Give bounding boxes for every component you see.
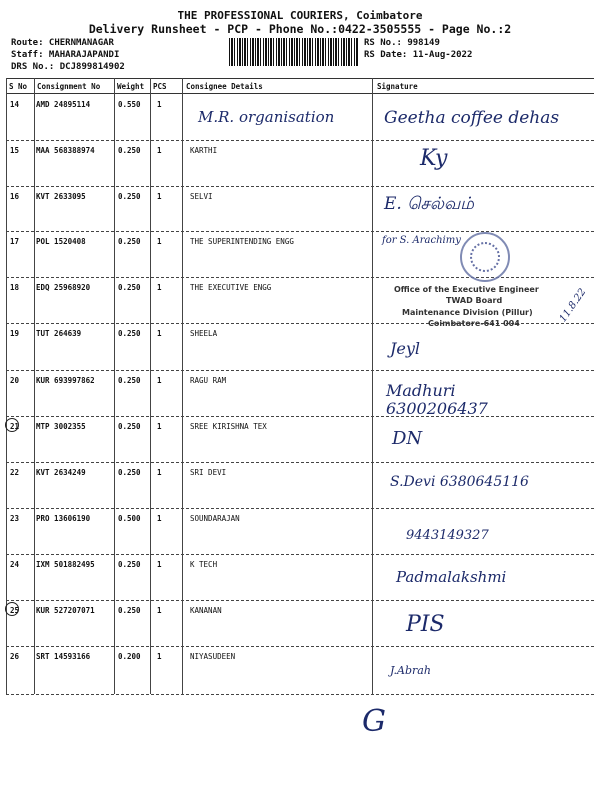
row-separator: [6, 140, 594, 141]
col-header-weight: Weight: [117, 82, 145, 91]
row-separator: [6, 600, 594, 601]
row-signature: Padmalakshmi: [396, 568, 507, 586]
row-separator: [6, 416, 594, 417]
stamp-line: Office of the Executive Engineer: [394, 285, 539, 294]
office-seal: [460, 232, 510, 282]
row-signature: Geetha coffee dehas: [384, 108, 560, 128]
row-sno: 19: [10, 329, 20, 338]
row-consignment: POL 1520408: [36, 237, 86, 246]
row-consignment: EDQ 25968920: [36, 283, 91, 292]
table-row: [6, 648, 594, 694]
row-consignment: KVT 2634249: [36, 468, 86, 477]
table-row: [6, 188, 594, 234]
row-consignment: MAA 568388974: [36, 146, 95, 155]
row-consignment: PRO 13606190: [36, 514, 91, 523]
table-bottom-rule: [6, 694, 594, 695]
table-row: [6, 142, 594, 188]
row-consignee: THE SUPERINTENDING ENGG: [190, 237, 294, 246]
row-signature: PIS: [406, 612, 445, 637]
table-row: [6, 510, 594, 556]
row-consignee: SRI DEVI: [190, 468, 227, 477]
table-header-rule: [6, 93, 594, 94]
handwritten-note: M.R. organisation: [198, 108, 335, 126]
row-consignment: KUR 693997862: [36, 376, 95, 385]
row-weight: 0.200: [118, 652, 141, 661]
table-row: [6, 464, 594, 510]
row-signature: 9443149327: [406, 528, 489, 543]
col-header-sno: S No: [9, 82, 28, 91]
row-weight: 0.250: [118, 237, 141, 246]
row-pcs: 1: [157, 329, 162, 338]
row-weight: 0.250: [118, 146, 141, 155]
row-consignee: SREE KIRISHNA TEX: [190, 422, 267, 431]
row-separator: [6, 554, 594, 555]
row-sno: 14: [10, 100, 20, 109]
row-pcs: 1: [157, 283, 162, 292]
row-consignee: SOUNDARAJAN: [190, 514, 240, 523]
row-sno: 22: [10, 468, 20, 477]
row-signature: Ky: [420, 146, 448, 171]
row-separator: [6, 508, 594, 509]
row-pcs: 1: [157, 422, 162, 431]
row-consignment: MTP 3002355: [36, 422, 86, 431]
table-row: [6, 372, 594, 418]
row-sno: 26: [10, 652, 20, 661]
row-sno: 21: [10, 422, 20, 431]
row-consignment: AMD 24895114: [36, 100, 91, 109]
row-weight: 0.250: [118, 376, 141, 385]
row-consignment: KUR 527207071: [36, 606, 95, 615]
row-consignee: KANANAN: [190, 606, 222, 615]
row-consignee: THE EXECUTIVE ENGG: [190, 283, 272, 292]
row-weight: 0.250: [118, 560, 141, 569]
row-pcs: 1: [157, 606, 162, 615]
row-pcs: 1: [157, 100, 162, 109]
table-row: [6, 96, 594, 142]
staff-label: Staff: MAHARAJAPANDI: [11, 50, 120, 60]
company-title: THE PROFESSIONAL COURIERS, Coimbatore: [177, 9, 423, 22]
runsheet-subtitle: Delivery Runsheet - PCP - Phone No.:0422-3505555 - Page No.:2: [88, 22, 512, 36]
row-signature: for S. Arachimy: [382, 235, 461, 246]
row-signature: DN: [392, 428, 423, 449]
row-pcs: 1: [157, 652, 162, 661]
stamp-line: TWAD Board: [446, 296, 503, 305]
row-consignment: IXM 501882495: [36, 560, 95, 569]
row-sno: 15: [10, 146, 20, 155]
row-weight: 0.250: [118, 192, 141, 201]
row-pcs: 1: [157, 192, 162, 201]
row-separator: [6, 186, 594, 187]
row-consignee: NIYASUDEEN: [190, 652, 236, 661]
table-row: [6, 418, 594, 464]
row-weight: 0.250: [118, 283, 141, 292]
row-consignee: RAGU RAM: [190, 376, 227, 385]
col-header-signature: Signature: [377, 82, 418, 91]
col-header-consignment: Consignment No: [37, 82, 101, 91]
row-consignee: SELVI: [190, 192, 213, 201]
rs-number: RS No.: 998149: [364, 38, 440, 48]
drs-number: DRS No.: DCJ899814902: [11, 62, 125, 72]
row-pcs: 1: [157, 237, 162, 246]
row-consignment: SRT 14593166: [36, 652, 91, 661]
row-consignee: KARTHI: [190, 146, 218, 155]
row-consignment: KVT 2633095: [36, 192, 86, 201]
row-sno: 23: [10, 514, 20, 523]
row-pcs: 1: [157, 468, 162, 477]
row-weight: 0.500: [118, 514, 141, 523]
row-separator: [6, 231, 594, 232]
row-sno: 18: [10, 283, 20, 292]
row-separator: [6, 277, 594, 278]
row-sno: 16: [10, 192, 20, 201]
route-label: Route: CHERNMANAGAR: [11, 38, 114, 48]
table-row: [6, 602, 594, 648]
row-signature: E. செல்வம்: [384, 194, 474, 214]
row-pcs: 1: [157, 376, 162, 385]
stamp-line: Coimbatore-641 004: [428, 319, 520, 328]
table-row: [6, 556, 594, 602]
row-consignee: K TECH: [190, 560, 218, 569]
col-header-consignee: Consignee Details: [186, 82, 263, 91]
row-signature: S.Devi 6380645116: [390, 474, 529, 490]
row-weight: 0.250: [118, 422, 141, 431]
stamp-date: 11.8.22: [557, 286, 589, 325]
row-weight: 0.250: [118, 468, 141, 477]
table-row: [6, 325, 594, 371]
col-header-pcs: PCS: [153, 82, 167, 91]
table-top-rule: [6, 78, 594, 79]
row-separator: [6, 370, 594, 371]
row-weight: 0.250: [118, 329, 141, 338]
row-sno: 20: [10, 376, 20, 385]
row-sno: 25: [10, 606, 20, 615]
row-pcs: 1: [157, 146, 162, 155]
rs-date: RS Date: 11-Aug-2022: [364, 50, 473, 60]
row-weight: 0.250: [118, 606, 141, 615]
row-consignee: SHEELA: [190, 329, 218, 338]
row-signature: J.Abrah: [390, 664, 431, 677]
row-sno: 17: [10, 237, 20, 246]
barcode-image: [229, 38, 359, 66]
footer-handwritten-mark: G: [362, 704, 386, 739]
stamp-line: Maintenance Division (Pillur): [402, 308, 533, 317]
row-sno: 24: [10, 560, 20, 569]
row-separator: [6, 462, 594, 463]
row-signature: Jeyl: [390, 339, 421, 358]
row-signature: Madhuri 6300206437: [386, 381, 488, 418]
row-pcs: 1: [157, 514, 162, 523]
row-separator: [6, 646, 594, 647]
row-pcs: 1: [157, 560, 162, 569]
row-consignment: TUT 264639: [36, 329, 82, 338]
row-weight: 0.550: [118, 100, 141, 109]
